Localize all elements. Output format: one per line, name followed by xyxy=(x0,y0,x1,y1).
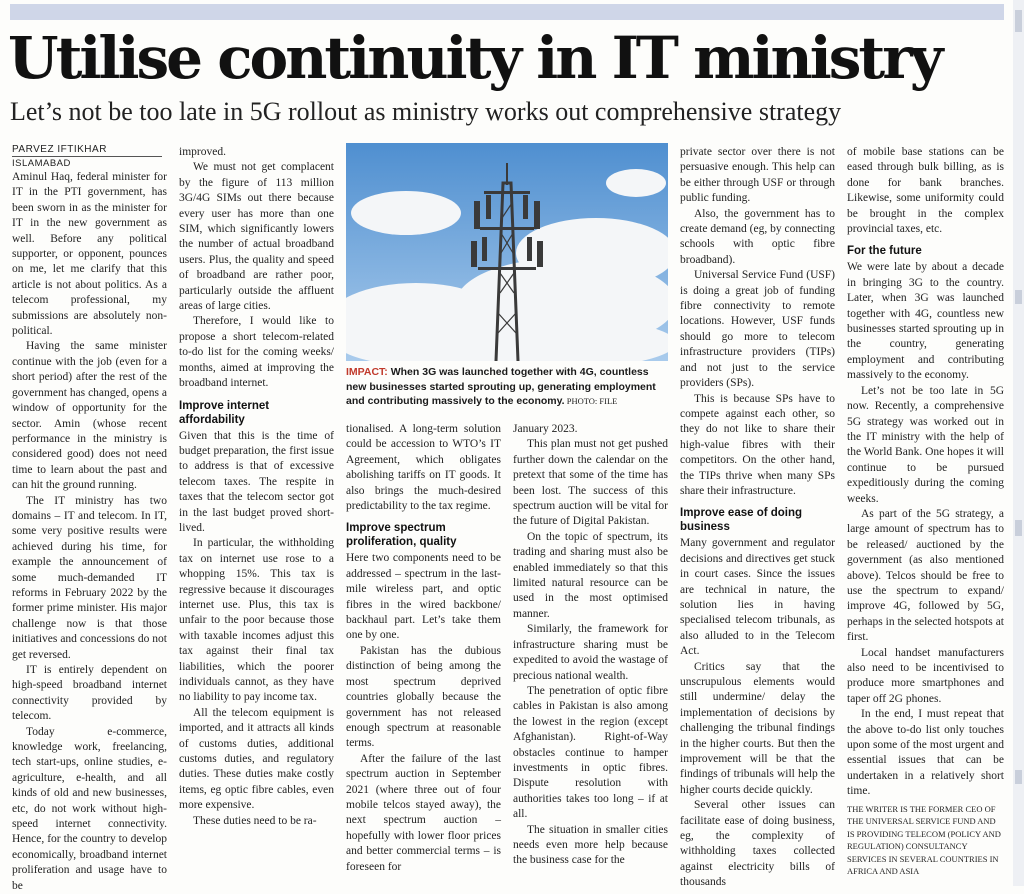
paragraph: These duties need to be ra- xyxy=(193,814,317,827)
paragraph: We were late by about a decade in bringing 3G to the country. Later, when 3G was launched together with 4G, countless new businesses started sprouting up in the country, generating employment and contributing massively to the economy. xyxy=(847,261,1004,382)
column-4 xyxy=(513,422,668,869)
paragraph: improved. xyxy=(179,146,226,158)
paragraph: Critics say that the unscrupulous elements would still undermine/ delay the implementation of decisions by challenging the tribunal findings in the higher courts. But then the improvement will be that the findings of tribunals will help the higher courts decide quickly. xyxy=(680,660,835,796)
paragraph: The penetration of optic fibre cables in Pakistan is also among the lowest in the region (except Afghanistan). Right-of-Way obstacles continue to hamper investments in optic fibres. Dispute resolution with authorities takes too long – if at all. xyxy=(513,684,668,821)
paragraph: IT is entirely dependent on high-speed broadband internet connectivity provided by telecom. xyxy=(12,664,167,723)
paragraph: The IT ministry has two domains – IT and telecom. In IT, some very positive results were achieved during his time, for example the announcement of some much-demanded IT reforms in February 2022 by the former prime minister. His major challenge now is that those initiatives and concessions do not get reversed. xyxy=(12,494,167,661)
paragraph: This is because SPs have to compete against each other, so they do not like to share their high-value fibres with their competitors. On the other hand, the TIPs thrive when many SPs share their infrastructure. xyxy=(680,392,835,497)
column-5 xyxy=(680,145,835,891)
headline: Utilise continuity in IT ministry xyxy=(8,24,941,92)
paragraph: Local handset manufacturers also need to be incentivised to produce more smartphones and taper off 2G phones. xyxy=(847,646,1004,705)
paragraph: Aminul Haq, federal minister for IT in the PTI government, has been sworn in as the minister for IT in the new government as well. Before any political supporter, or opponent, pounces on me, let me clarify that this article is not about politics. As a telecom professional, my submissions are absolutely non-political. xyxy=(12,171,167,338)
paragraph: January 2023. xyxy=(513,423,578,435)
paragraph: The situation in smaller cities needs even more help because the business case for the xyxy=(513,823,668,867)
paragraph: Let’s not be too late in 5G now. Recently, a comprehensive 5G strategy was worked out in the IT ministry with the help of the World Bank. One hopes it will continue to be pursued expeditiously during the coming weeks. xyxy=(847,384,1004,505)
caption-text: When 3G was launched together with 4G, countless new businesses started sprouting up, generating employment and contributing massively to the economy. xyxy=(346,366,656,407)
paragraph: After the failure of the last spectrum auction in September 2021 (where three out of four mobile telcos stayed away), the next spectrum auction – hopefully with lower floor prices and better commercial terms – is foreseen for xyxy=(346,752,501,873)
column-6 xyxy=(847,145,1004,878)
paragraph: Today e-commerce, knowledge work, freelancing, tech start-ups, online studies, e-agriculture, e-health, and all kinds of old and new businesses, etc, do not work without high-speed internet connectivity. Hence, for the country to develop economically, broadband internet proliferation and usage have to be xyxy=(12,725,167,892)
paragraph: Similarly, the framework for infrastructure sharing must be expedited to avoid the wastage of precious national wealth. xyxy=(513,623,668,682)
photo-credit: PHOTO: FILE xyxy=(564,396,618,406)
caption-lead: IMPACT: xyxy=(346,366,388,378)
dateline: ISLAMABAD xyxy=(12,158,71,169)
byline xyxy=(12,143,167,170)
header-band xyxy=(10,4,1004,20)
section-heading: For the future xyxy=(847,245,922,258)
column-2 xyxy=(179,145,334,829)
paragraph: of mobile base stations can be eased through bulk billing, as is done for bank branches. Likewise, some uniformity could be brought in the complex provincial taxes, etc. xyxy=(847,146,1004,236)
column-3 xyxy=(346,422,501,875)
paragraph: Universal Service Fund (USF) is doing a great job of funding fibre connectivity to remote locations. However, USF funds should go more to telecom infrastructure providers (TIPs) and not just to the service providers (SPs). xyxy=(680,269,835,390)
paragraph: All the telecom equipment is imported, and it attracts all kinds of customs duties, additional customs duties, and regulatory duties. These duties make costly items, eg optic fibre cables, even more expensive. xyxy=(179,706,334,812)
section-heading: Improve ease of doing business xyxy=(680,507,803,534)
photo-illustration xyxy=(346,143,668,361)
paragraph: Several other issues can facilitate ease of doing business, eg, the complexity of withholding taxes collected against electricity bills of thousands xyxy=(680,799,835,889)
adjacent-page-edge xyxy=(1013,0,1024,886)
photo-caption xyxy=(346,365,668,409)
author-note: THE WRITER IS THE FORMER CEO OF THE UNIVERSAL SERVICE FUND AND IS PROVIDING TELECOM (POLICY AND REGULATION) CONSULTANCY SERVICES IN SEVERAL COUNTRIES IN AFRICA AND ASIA xyxy=(847,803,1001,877)
paragraph: private sector over there is not persuasive enough. This help can be either through USF or through public funding. xyxy=(680,146,835,205)
paragraph: We must not get complacent by the figure of 113 million 3G/4G SIMs out there because every user has more than one SIM, which significantly lowers the number of actual broadband users. Plus, the quality and speed of broadband are rather poor, particularly outside the affluent areas of large cities. xyxy=(179,161,334,313)
paragraph: Pakistan has the dubious distinction of being among the most spectrum deprived countries globally because the government has not released enough spectrum at reasonable terms. xyxy=(346,644,501,750)
paragraph: Also, the government has to create demand (eg, by connecting schools with optic fibre broadband). xyxy=(680,207,835,266)
paragraph: On the topic of spectrum, its trading and sharing must also be enabled immediately so that this limited natural resource can be used in the most optimised manner. xyxy=(513,530,668,620)
paragraph: Here two components need to be addressed – spectrum in the last-mile wireless part, and optic fibres in the wired backbone/ backhaul part. Let’s take them one by one. xyxy=(346,552,501,642)
paragraph: As part of the 5G strategy, a large amount of spectrum has to be released/ auctioned by the government (as also mentioned above). Telcos should be free to use the spectrum to expand/ improve 4G, followed by 5G, perhaps in the selected hotspots at first. xyxy=(847,507,1004,644)
paragraph: Many government and regulator decisions and directives get stuck in court cases. Since the issues are technical in nature, the solution lies in having specialised telecom tribunals, as also alluded to in the Telecom Act. xyxy=(680,537,835,658)
cell-tower-photo xyxy=(346,143,668,361)
paragraph: In particular, the withholding tax on internet use rose to a whopping 15%. This tax is regressive because it discourages internet use. Plus, this tax is unfair to the poor because those with taxable incomes adjust this tax against their final tax liabilities, which the poorer individuals cannot, as they have no liability to pay income tax. xyxy=(179,537,334,704)
paragraph: This plan must not get pushed further down the calendar on the pretext that some of the time has been lost. The success of this spectrum auction will be vital for the future of Digital Pakistan. xyxy=(513,438,668,528)
paragraph: Given that this is the time of budget preparation, the first issue to address is that of excessive telecom taxes. The respite in taxes that the telecom sector got in the last budget proved short-lived. xyxy=(179,429,334,534)
paragraph: In the end, I must repeat that the above to-do list only touches upon some of the most urgent and essential issues that can be undertaken in a relatively short time. xyxy=(847,708,1004,798)
paragraph: Having the same minister continue with the job (even for a short period) after the rest of the government has changed, opens a window of opportunity for the sector. Amin (whose recent performance in the ministry is considered good) does not need time to learn about the past and can hit the ground running. xyxy=(12,340,167,492)
section-heading: Improve spectrum proliferation, quality xyxy=(346,522,457,549)
subheadline: Let’s not be too late in 5G rollout as ministry works out comprehensive strategy xyxy=(10,97,842,126)
paragraph: tionalised. A long-term solution could be accession to WTO’s IT Agreement, which obligates abolishing tariffs on IT goods. It also brings the much-desired predictability to the tax regime. xyxy=(346,423,501,513)
author-name: PARVEZ IFTIKHAR xyxy=(12,143,162,157)
column-1 xyxy=(12,143,167,894)
section-heading: Improve internet affordability xyxy=(179,399,270,426)
paragraph: Therefore, I would like to propose a short telecom-related to-do list for the coming weeks/ months, aimed at improving the broadband internet. xyxy=(179,315,334,390)
